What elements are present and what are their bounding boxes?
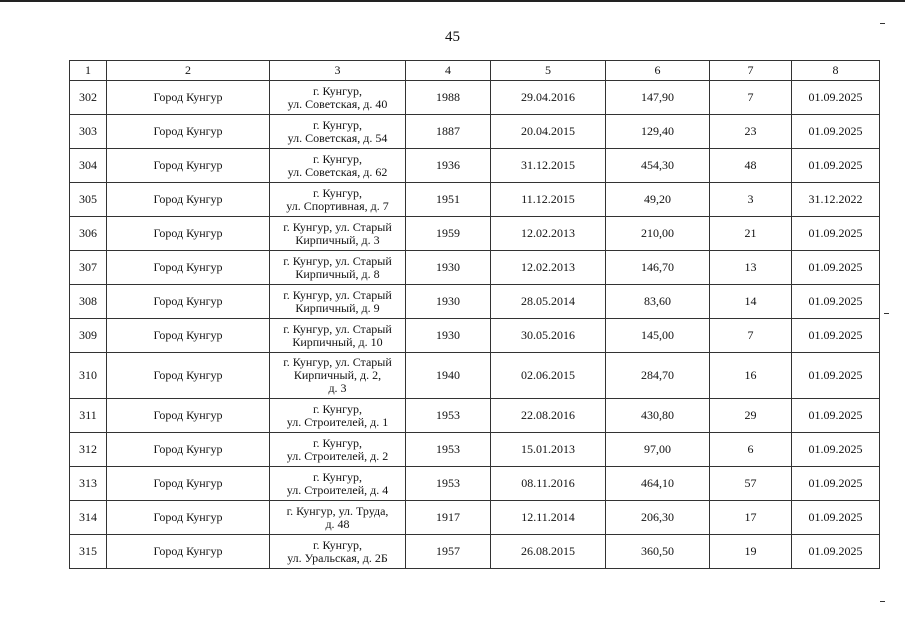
area-cell: 284,70 — [606, 353, 710, 399]
margin-mark — [884, 313, 889, 314]
date-cell: 02.06.2015 — [491, 353, 606, 399]
address-cell — [270, 183, 406, 217]
address-line: д. 3 — [328, 381, 347, 395]
count-cell: 17 — [710, 501, 792, 535]
address-cell — [270, 399, 406, 433]
address-line: г. Кунгур, ул. Старый — [283, 253, 392, 268]
date-cell: 15.01.2013 — [491, 433, 606, 467]
address-line: ул. Советская, д. 62 — [287, 164, 388, 179]
row-number-cell: 313 — [70, 467, 107, 501]
municipality-cell: Город Кунгур — [107, 399, 270, 433]
area-cell: 97,00 — [606, 433, 710, 467]
deadline-cell: 01.09.2025 — [792, 285, 880, 319]
column-header: 7 — [710, 61, 792, 81]
address-line: г. Кунгур, ул. Труда, — [286, 503, 389, 518]
count-cell: 57 — [710, 467, 792, 501]
municipality-cell: Город Кунгур — [107, 467, 270, 501]
municipality-cell: Город Кунгур — [107, 81, 270, 115]
address-line: г. Кунгур, — [312, 401, 362, 416]
table-row — [70, 353, 880, 399]
address-cell — [270, 353, 406, 399]
address-line: ул. Строителей, д. 2 — [286, 448, 389, 463]
column-header: 5 — [491, 61, 606, 81]
deadline-cell: 01.09.2025 — [792, 535, 880, 569]
top-rule — [0, 0, 905, 2]
row-number-cell: 305 — [70, 183, 107, 217]
address-cell — [270, 251, 406, 285]
date-cell: 30.05.2016 — [491, 319, 606, 353]
area-cell: 454,30 — [606, 149, 710, 183]
address-line: ул. Советская, д. 54 — [287, 130, 388, 145]
municipality-cell: Город Кунгур — [107, 319, 270, 353]
deadline-cell: 01.09.2025 — [792, 399, 880, 433]
address-line: г. Кунгур, — [312, 185, 362, 200]
date-cell: 31.12.2015 — [491, 149, 606, 183]
count-cell: 3 — [710, 183, 792, 217]
area-cell: 360,50 — [606, 535, 710, 569]
address-line: Кирпичный, д. 3 — [295, 232, 380, 247]
table-row — [70, 319, 880, 353]
address-cell — [270, 535, 406, 569]
address-line: г. Кунгур, ул. Старый — [283, 219, 392, 234]
count-cell: 29 — [710, 399, 792, 433]
date-cell: 12.02.2013 — [491, 251, 606, 285]
page-number: 45 — [445, 29, 460, 45]
table-row — [70, 115, 880, 149]
year-cell: 1936 — [406, 149, 491, 183]
area-cell: 129,40 — [606, 115, 710, 149]
year-cell: 1959 — [406, 217, 491, 251]
table-row — [70, 535, 880, 569]
area-cell: 464,10 — [606, 467, 710, 501]
municipality-cell: Город Кунгур — [107, 183, 270, 217]
column-header: 6 — [606, 61, 710, 81]
table-row — [70, 217, 880, 251]
address-line: ул. Спортивная, д. 7 — [286, 198, 389, 213]
count-cell: 6 — [710, 433, 792, 467]
address-line: г. Кунгур, — [312, 537, 362, 552]
table-row — [70, 81, 880, 115]
deadline-cell: 01.09.2025 — [792, 433, 880, 467]
address-cell — [270, 319, 406, 353]
date-cell: 12.11.2014 — [491, 501, 606, 535]
count-cell: 48 — [710, 149, 792, 183]
column-header: 8 — [792, 61, 880, 81]
address-cell — [270, 149, 406, 183]
address-line: г. Кунгур, — [312, 435, 362, 450]
table-row — [70, 251, 880, 285]
column-header: 3 — [270, 61, 406, 81]
address-line: г. Кунгур, — [312, 83, 362, 98]
year-cell: 1951 — [406, 183, 491, 217]
year-cell: 1930 — [406, 319, 491, 353]
row-number-cell: 311 — [70, 399, 107, 433]
area-cell: 49,20 — [606, 183, 710, 217]
date-cell: 12.02.2013 — [491, 217, 606, 251]
deadline-cell: 01.09.2025 — [792, 319, 880, 353]
date-cell: 20.04.2015 — [491, 115, 606, 149]
year-cell: 1988 — [406, 81, 491, 115]
address-line: ул. Строителей, д. 4 — [286, 482, 389, 497]
date-cell: 28.05.2014 — [491, 285, 606, 319]
address-cell — [270, 217, 406, 251]
deadline-cell: 01.09.2025 — [792, 467, 880, 501]
area-cell: 206,30 — [606, 501, 710, 535]
data-table — [69, 60, 880, 569]
municipality-cell: Город Кунгур — [107, 217, 270, 251]
address-line: Кирпичный, д. 9 — [295, 300, 380, 315]
table-row — [70, 399, 880, 433]
address-cell — [270, 501, 406, 535]
year-cell: 1940 — [406, 353, 491, 399]
deadline-cell: 01.09.2025 — [792, 81, 880, 115]
address-line: г. Кунгур, ул. Старый — [283, 287, 392, 302]
year-cell: 1930 — [406, 251, 491, 285]
year-cell: 1953 — [406, 399, 491, 433]
table-row — [70, 501, 880, 535]
deadline-cell: 01.09.2025 — [792, 115, 880, 149]
deadline-cell: 01.09.2025 — [792, 149, 880, 183]
row-number-cell: 312 — [70, 433, 107, 467]
address-line: г. Кунгур, — [312, 117, 362, 132]
date-cell: 22.08.2016 — [491, 399, 606, 433]
area-cell: 210,00 — [606, 217, 710, 251]
table-row — [70, 149, 880, 183]
row-number-cell: 309 — [70, 319, 107, 353]
row-number-cell: 303 — [70, 115, 107, 149]
area-cell: 430,80 — [606, 399, 710, 433]
margin-mark — [880, 23, 885, 24]
year-cell: 1957 — [406, 535, 491, 569]
margin-mark — [880, 601, 885, 602]
address-cell — [270, 467, 406, 501]
table-row — [70, 285, 880, 319]
year-cell: 1953 — [406, 433, 491, 467]
municipality-cell: Город Кунгур — [107, 285, 270, 319]
count-cell: 21 — [710, 217, 792, 251]
address-line: ул. Советская, д. 40 — [287, 96, 388, 111]
address-cell — [270, 285, 406, 319]
row-number-cell: 306 — [70, 217, 107, 251]
year-cell: 1930 — [406, 285, 491, 319]
year-cell: 1917 — [406, 501, 491, 535]
area-cell: 146,70 — [606, 251, 710, 285]
date-cell: 29.04.2016 — [491, 81, 606, 115]
table-row — [70, 183, 880, 217]
municipality-cell: Город Кунгур — [107, 149, 270, 183]
address-line: г. Кунгур, ул. Старый — [283, 321, 392, 336]
table-row — [70, 467, 880, 501]
row-number-cell: 315 — [70, 535, 107, 569]
municipality-cell: Город Кунгур — [107, 353, 270, 399]
address-line: Кирпичный, д. 8 — [295, 266, 380, 281]
address-line: д. 48 — [325, 516, 350, 531]
year-cell: 1887 — [406, 115, 491, 149]
address-line: Кирпичный, д. 10 — [292, 334, 383, 349]
column-header: 1 — [70, 61, 107, 81]
address-line: г. Кунгур, — [312, 151, 362, 166]
deadline-cell: 01.09.2025 — [792, 501, 880, 535]
row-number-cell: 307 — [70, 251, 107, 285]
address-cell — [270, 115, 406, 149]
address-line: г. Кунгур, ул. Старый — [283, 355, 392, 369]
column-header: 4 — [406, 61, 491, 81]
address-cell — [270, 433, 406, 467]
row-number-cell: 304 — [70, 149, 107, 183]
date-cell: 08.11.2016 — [491, 467, 606, 501]
municipality-cell: Город Кунгур — [107, 433, 270, 467]
area-cell: 83,60 — [606, 285, 710, 319]
municipality-cell: Город Кунгур — [107, 115, 270, 149]
deadline-cell: 01.09.2025 — [792, 251, 880, 285]
count-cell: 7 — [710, 81, 792, 115]
deadline-cell: 01.09.2025 — [792, 353, 880, 399]
address-cell — [270, 81, 406, 115]
row-number-cell: 314 — [70, 501, 107, 535]
area-cell: 145,00 — [606, 319, 710, 353]
address-line: Кирпичный, д. 2, — [293, 368, 382, 382]
table-header-row — [70, 61, 880, 81]
count-cell: 7 — [710, 319, 792, 353]
date-cell: 26.08.2015 — [491, 535, 606, 569]
row-number-cell: 302 — [70, 81, 107, 115]
column-header: 2 — [107, 61, 270, 81]
address-line: ул. Уральская, д. 2Б — [287, 550, 388, 565]
table-row — [70, 433, 880, 467]
count-cell: 13 — [710, 251, 792, 285]
count-cell: 16 — [710, 353, 792, 399]
address-line: г. Кунгур, — [312, 469, 362, 484]
date-cell: 11.12.2015 — [491, 183, 606, 217]
row-number-cell: 310 — [70, 353, 107, 399]
area-cell: 147,90 — [606, 81, 710, 115]
count-cell: 19 — [710, 535, 792, 569]
count-cell: 23 — [710, 115, 792, 149]
deadline-cell: 01.09.2025 — [792, 217, 880, 251]
municipality-cell: Город Кунгур — [107, 251, 270, 285]
deadline-cell: 31.12.2022 — [792, 183, 880, 217]
address-line: ул. Строителей, д. 1 — [286, 414, 389, 429]
municipality-cell: Город Кунгур — [107, 501, 270, 535]
row-number-cell: 308 — [70, 285, 107, 319]
count-cell: 14 — [710, 285, 792, 319]
year-cell: 1953 — [406, 467, 491, 501]
municipality-cell: Город Кунгур — [107, 535, 270, 569]
